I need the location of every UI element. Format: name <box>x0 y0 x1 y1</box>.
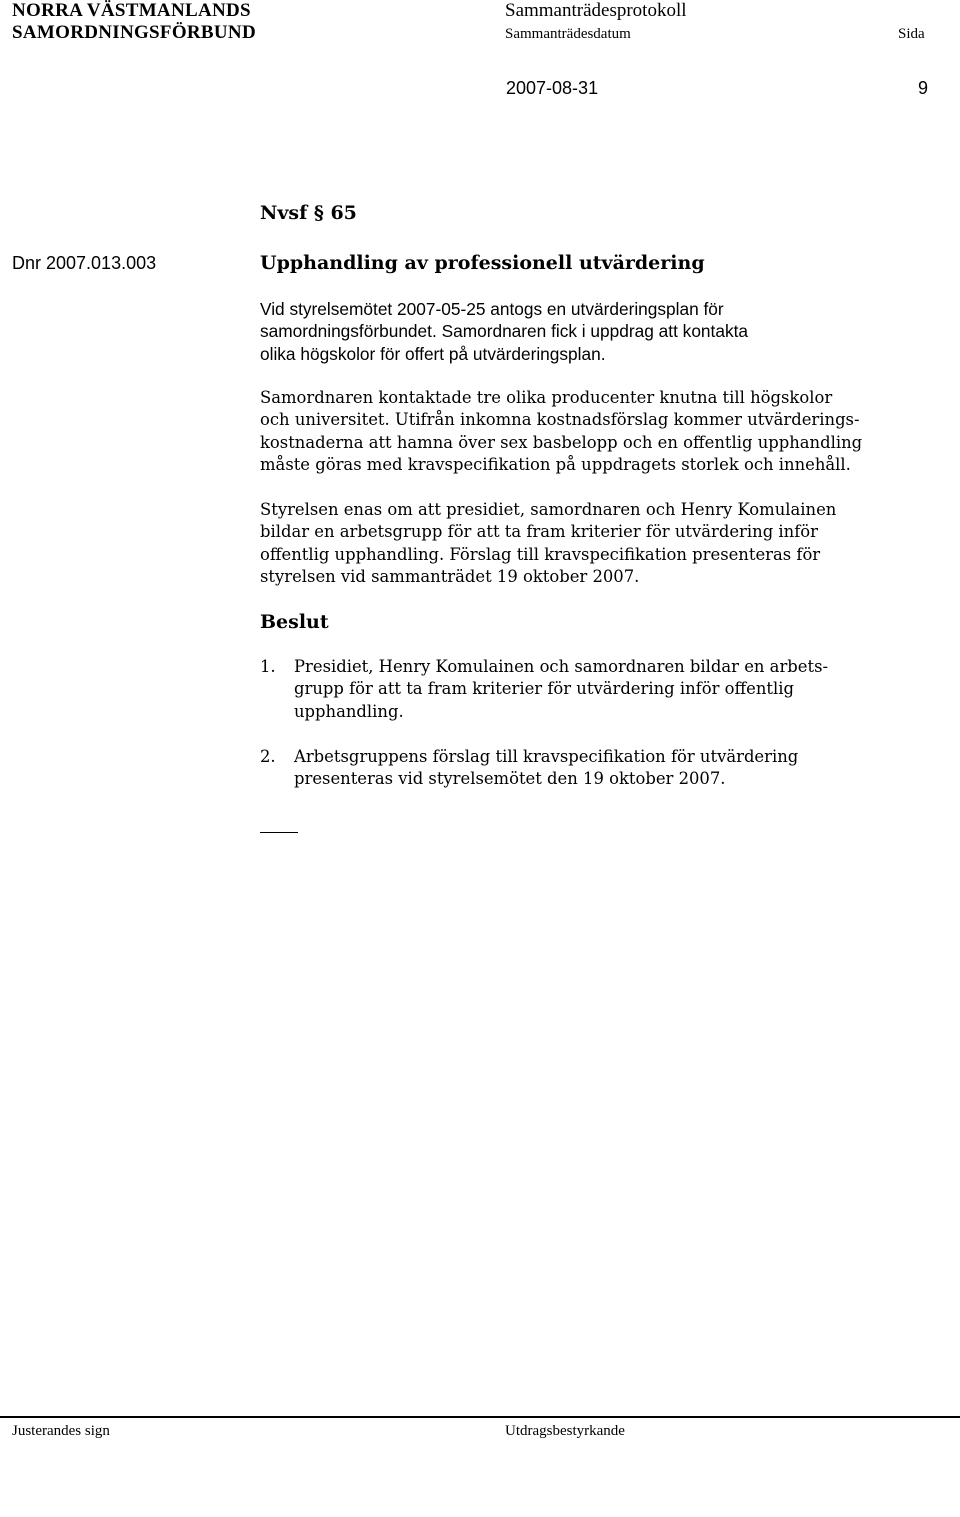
paragraph-1-line: Vid styrelsemötet 2007-05-25 antogs en utvärderingsplan för <box>260 299 724 319</box>
decision-heading: Beslut <box>260 611 329 633</box>
date-label: Sammanträdesdatum <box>505 26 631 42</box>
page-label: Sida <box>898 26 925 42</box>
paragraph-2-line: och universitet. <box>260 410 390 430</box>
org-name-line1: NORRA VÄSTMANLANDS <box>12 0 251 21</box>
decision-text-line: Presidiet, Henry Komulainen och samordnaren bildar en arbets- <box>294 657 829 676</box>
decision-text-line: presenteras vid styrelsemötet den 19 oktober 2007. <box>294 769 726 789</box>
decision-text-line: Arbetsgruppens förslag till kravspecifikation för utvärdering <box>294 747 799 766</box>
footer-rule <box>0 1416 960 1418</box>
paragraph-3-line: styrelsen vid sammanträdet 19 oktober 2007. <box>260 566 640 586</box>
paragraph-3-line: Styrelsen enas om att presidiet, samordnaren och Henry Komulainen <box>260 500 837 519</box>
paragraph-2 <box>260 387 862 476</box>
paragraph-3 <box>260 499 836 588</box>
paragraph-1 <box>260 298 748 365</box>
decision-number: 1. <box>260 657 276 676</box>
org-name-line2: SAMORDNINGSFÖRBUND <box>12 22 256 43</box>
paragraph-2-line: måste göras med kravspecifikation på uppdragets storlek och innehåll. <box>260 454 851 474</box>
paragraph-reference: Nvsf § 65 <box>260 202 357 224</box>
meeting-date: 2007-08-31 <box>506 78 599 98</box>
decision-item <box>260 746 920 791</box>
paragraph-1-line: olika högskolor för offert på utvärderingsplan. <box>260 343 606 364</box>
paragraph-3-line: bildar en arbetsgrupp för att ta fram kriterier för utvärdering inför <box>260 522 818 542</box>
decision-item <box>260 656 920 723</box>
section-title: Upphandling av professionell utvärdering <box>260 252 705 274</box>
decision-number: 2. <box>260 747 276 766</box>
diary-number: Dnr 2007.013.003 <box>12 253 157 273</box>
decision-text-line: upphandling. <box>294 701 404 721</box>
end-rule <box>260 832 298 833</box>
footer-sign-label: Justerandes sign <box>12 1423 110 1439</box>
document-type: Sammanträdesprotokoll <box>505 0 687 21</box>
paragraph-2-line: Samordnaren kontaktade tre olika producenter knutna till högskolor <box>260 388 833 407</box>
decision-text-line: grupp för att ta fram kriterier för utvärdering inför offentlig <box>294 679 794 699</box>
paragraph-2-line: Utifrån inkomna kostnadsförslag kommer utvärderings- <box>389 410 860 430</box>
paragraph-2-line: kostnaderna att hamna över sex basbelopp och en offentlig upphandling <box>260 432 863 452</box>
paragraph-1-line: samordningsförbundet. Samordnaren fick i uppdrag att kontakta <box>260 321 749 342</box>
paragraph-3-line: offentlig upphandling. Förslag till kravspecifikation presenteras för <box>260 544 821 564</box>
page-number: 9 <box>918 78 929 98</box>
footer-certification-label: Utdragsbestyrkande <box>505 1423 625 1439</box>
